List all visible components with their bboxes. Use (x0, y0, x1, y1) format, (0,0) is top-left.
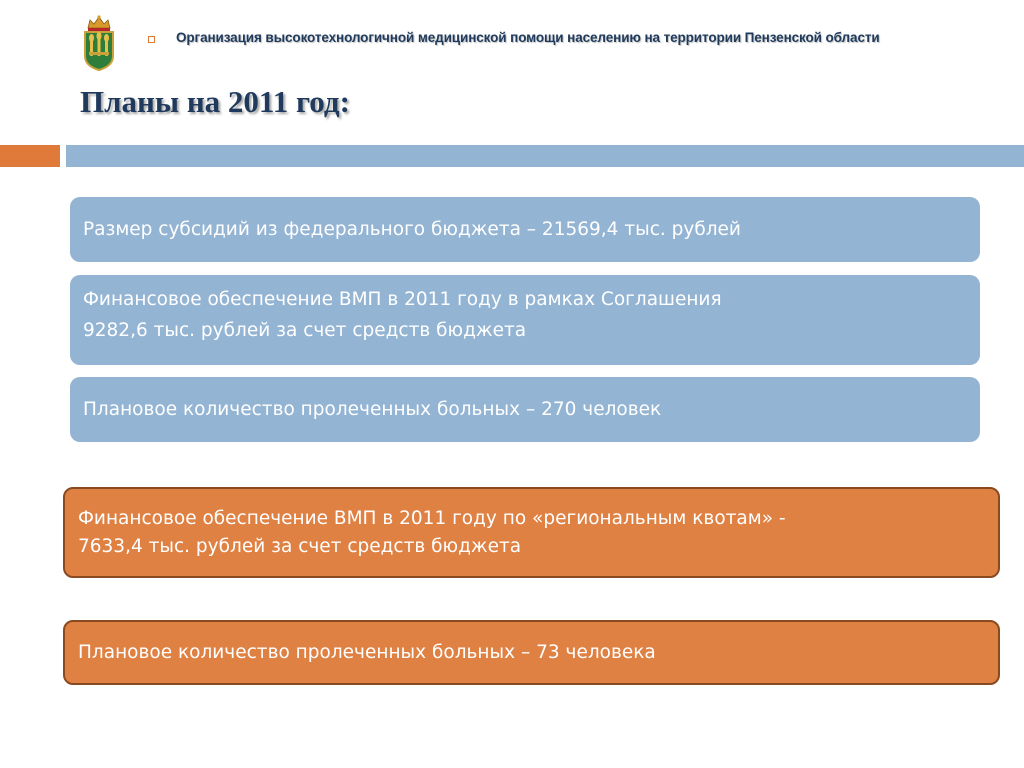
planned-patients-regional-text: Плановое количество пролеченных больных – 73 человека (78, 642, 656, 663)
finance-regional-line1: Финансовое обеспечение ВМП в 2011 году по «региональным квотам» - (78, 508, 786, 529)
header-bullet-icon (148, 36, 155, 43)
accent-bar-orange (0, 145, 60, 167)
accent-bar-blue (66, 145, 1024, 167)
finance-agreement-line2: 9282,6 тыс. рублей за счет средств бюджета (83, 320, 527, 341)
planned-patients-regional-box (63, 620, 1000, 685)
finance-agreement-line1: Финансовое обеспечение ВМП в 2011 году в рамках Соглашения (83, 289, 722, 310)
planned-patients-text: Плановое количество пролеченных больных – 270 человек (83, 399, 662, 420)
subsidy-box (70, 197, 980, 262)
finance-agreement-box (70, 275, 980, 365)
page-title: Планы на 2011 год: (80, 84, 350, 119)
subsidy-text: Размер субсидий из федерального бюджета – 21569,4 тыс. рублей (83, 219, 741, 240)
planned-patients-box (70, 377, 980, 442)
finance-regional-line2: 7633,4 тыс. рублей за счет средств бюджета (78, 536, 522, 557)
header-subtitle: Организация высокотехнологичной медицинской помощи населению на территории Пензенской области (176, 30, 880, 45)
finance-regional-box (63, 487, 1000, 578)
coat-of-arms-icon (80, 14, 118, 72)
